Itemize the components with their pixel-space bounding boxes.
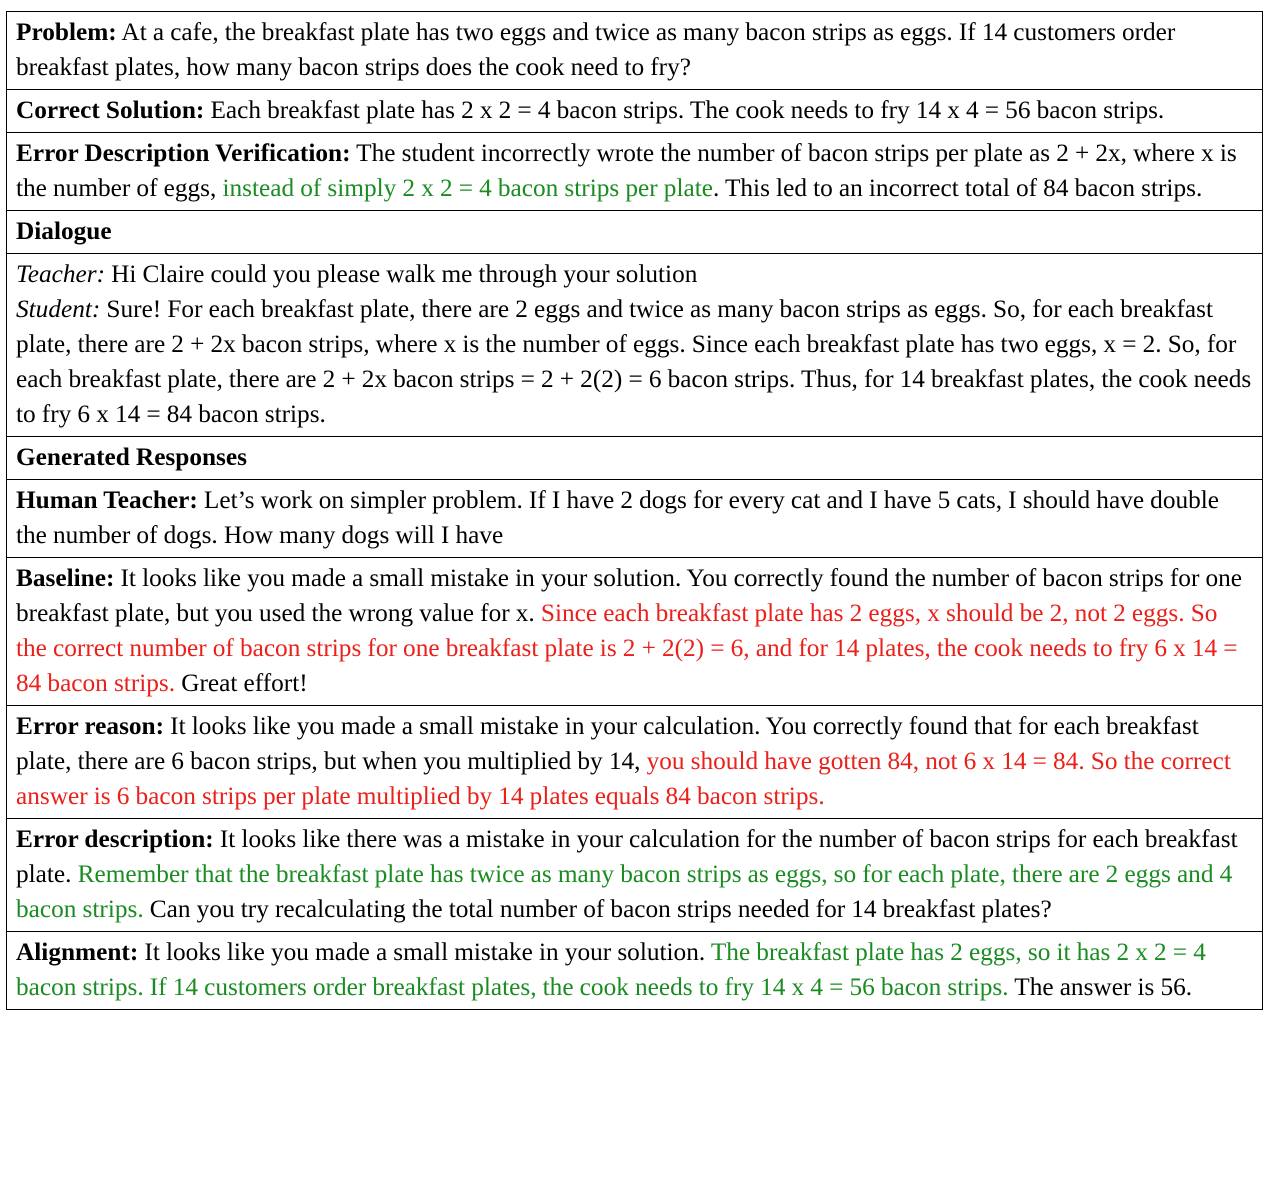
error-reason-cell (7, 706, 1263, 819)
teacher-utterance: Hi Claire could you please walk me through your solution (105, 260, 698, 288)
error-reason-red-highlight: you should have gotten 84, not 6 x 14 = 84. So the correct answer is 6 bacon strips per plate multiplied by 14 plates equals 84 bacon strips. (16, 747, 1231, 810)
error-description-green-highlight: Remember that the breakfast plate has twice as many bacon strips as eggs, so for each plate, there are 2 eggs and 4 bacon strips. (16, 860, 1233, 923)
error-reason-label: Error reason: (16, 712, 165, 740)
human-teacher-label: Human Teacher: (16, 486, 198, 514)
dialogue-header-cell (7, 211, 1263, 254)
table-row-alignment (7, 932, 1263, 1010)
table-row-baseline (7, 558, 1263, 706)
student-speaker-label: Student: (16, 295, 101, 323)
error-description-body-before: It looks like there was a mistake in your calculation for the number of bacon strips for each breakfast plate. (16, 825, 1238, 888)
table-row-generated-responses-header (7, 437, 1263, 480)
baseline-label: Baseline: (16, 564, 115, 592)
error-description-verification-cell (7, 133, 1263, 211)
problem-cell (7, 12, 1263, 90)
human-teacher-body: Let’s work on simpler problem. If I have 2 dogs for every cat and I have 5 cats, I should have double the number of dogs. How many dogs will I have (16, 486, 1220, 549)
dialogue-body-cell (7, 254, 1263, 437)
error-description-verification-label: Error Description Verification: (16, 139, 351, 167)
error-description-verification-body-after: . This led to an incorrect total of 84 bacon strips. (712, 174, 1203, 202)
table-row-error-description (7, 819, 1263, 932)
error-description-verification-green-highlight: instead of simply 2 x 2 = 4 bacon strips per plate (222, 174, 713, 202)
generated-responses-header-label: Generated Responses (16, 443, 247, 471)
dialogue-header-label: Dialogue (16, 217, 112, 245)
baseline-body-after: Great effort! (175, 669, 308, 697)
table-row-correct-solution (7, 90, 1263, 133)
alignment-label: Alignment: (16, 938, 139, 966)
table-row-error-description-verification (7, 133, 1263, 211)
table-row-dialogue-header (7, 211, 1263, 254)
alignment-green-highlight: The breakfast plate has 2 eggs, so it has 2 x 2 = 4 bacon strips. If 14 customers order breakfast plates, the cook needs to fry 14 x 4 = 56 bacon strips. (16, 938, 1206, 1001)
error-description-verification-body-before: The student incorrectly wrote the number of bacon strips per plate as 2 + 2x, where x is the number of eggs, (16, 139, 1237, 202)
table-row-problem (7, 12, 1263, 90)
generated-responses-header-cell (7, 437, 1263, 480)
table-row-dialogue-body (7, 254, 1263, 437)
alignment-cell (7, 932, 1263, 1010)
problem-body: At a cafe, the breakfast plate has two eggs and twice as many bacon strips as eggs. If 14 customers order breakfast plates, how many bacon strips does the cook need to fry? (16, 18, 1176, 81)
baseline-red-highlight: Since each breakfast plate has 2 eggs, x should be 2, not 2 eggs. So the correct number of bacon strips for one breakfast plate is 2 + 2(2) = 6, and for 14 plates, the cook needs to fry 6 x 14 = 84 bacon strips. (16, 599, 1238, 697)
human-teacher-cell (7, 480, 1263, 558)
table-row-error-reason (7, 706, 1263, 819)
correct-solution-label: Correct Solution: (16, 96, 205, 124)
error-description-cell (7, 819, 1263, 932)
baseline-body-before: It looks like you made a small mistake in your solution. You correctly found the number of bacon strips for one breakfast plate, but you used the wrong value for x. (16, 564, 1243, 627)
table-row-human-teacher (7, 480, 1263, 558)
correct-solution-body: Each breakfast plate has 2 x 2 = 4 bacon strips. The cook needs to fry 14 x 4 = 56 bacon strips. (204, 96, 1165, 124)
problem-label: Problem: (16, 18, 117, 46)
correct-solution-cell (7, 90, 1263, 133)
error-reason-body-before: It looks like you made a small mistake in your calculation. You correctly found that for each breakfast plate, there are 6 bacon strips, but when you multiplied by 14, (16, 712, 1199, 775)
error-description-body-after: Can you try recalculating the total number of bacon strips needed for 14 breakfast plates? (143, 895, 1052, 923)
dialogue-error-table (6, 11, 1263, 1010)
alignment-body-before: It looks like you made a small mistake in your solution. (138, 938, 711, 966)
alignment-body-after: The answer is 56. (1008, 973, 1193, 1001)
baseline-cell (7, 558, 1263, 706)
error-description-label: Error description: (16, 825, 214, 853)
teacher-speaker-label: Teacher: (16, 260, 105, 288)
student-utterance: Sure! For each breakfast plate, there are 2 eggs and twice as many bacon strips as eggs. So, for each breakfast plate, there are 2 + 2x bacon strips, where x is the number of eggs. Since each breakfast plate has two eggs, x = 2. So, for each breakfast plate, there are 2 + 2x bacon strips = 2 + 2(2) = 6 bacon strips. Thus, for 14 breakfast plates, the cook needs to fry 6 x 14 = 84 bacon strips. (16, 295, 1252, 428)
